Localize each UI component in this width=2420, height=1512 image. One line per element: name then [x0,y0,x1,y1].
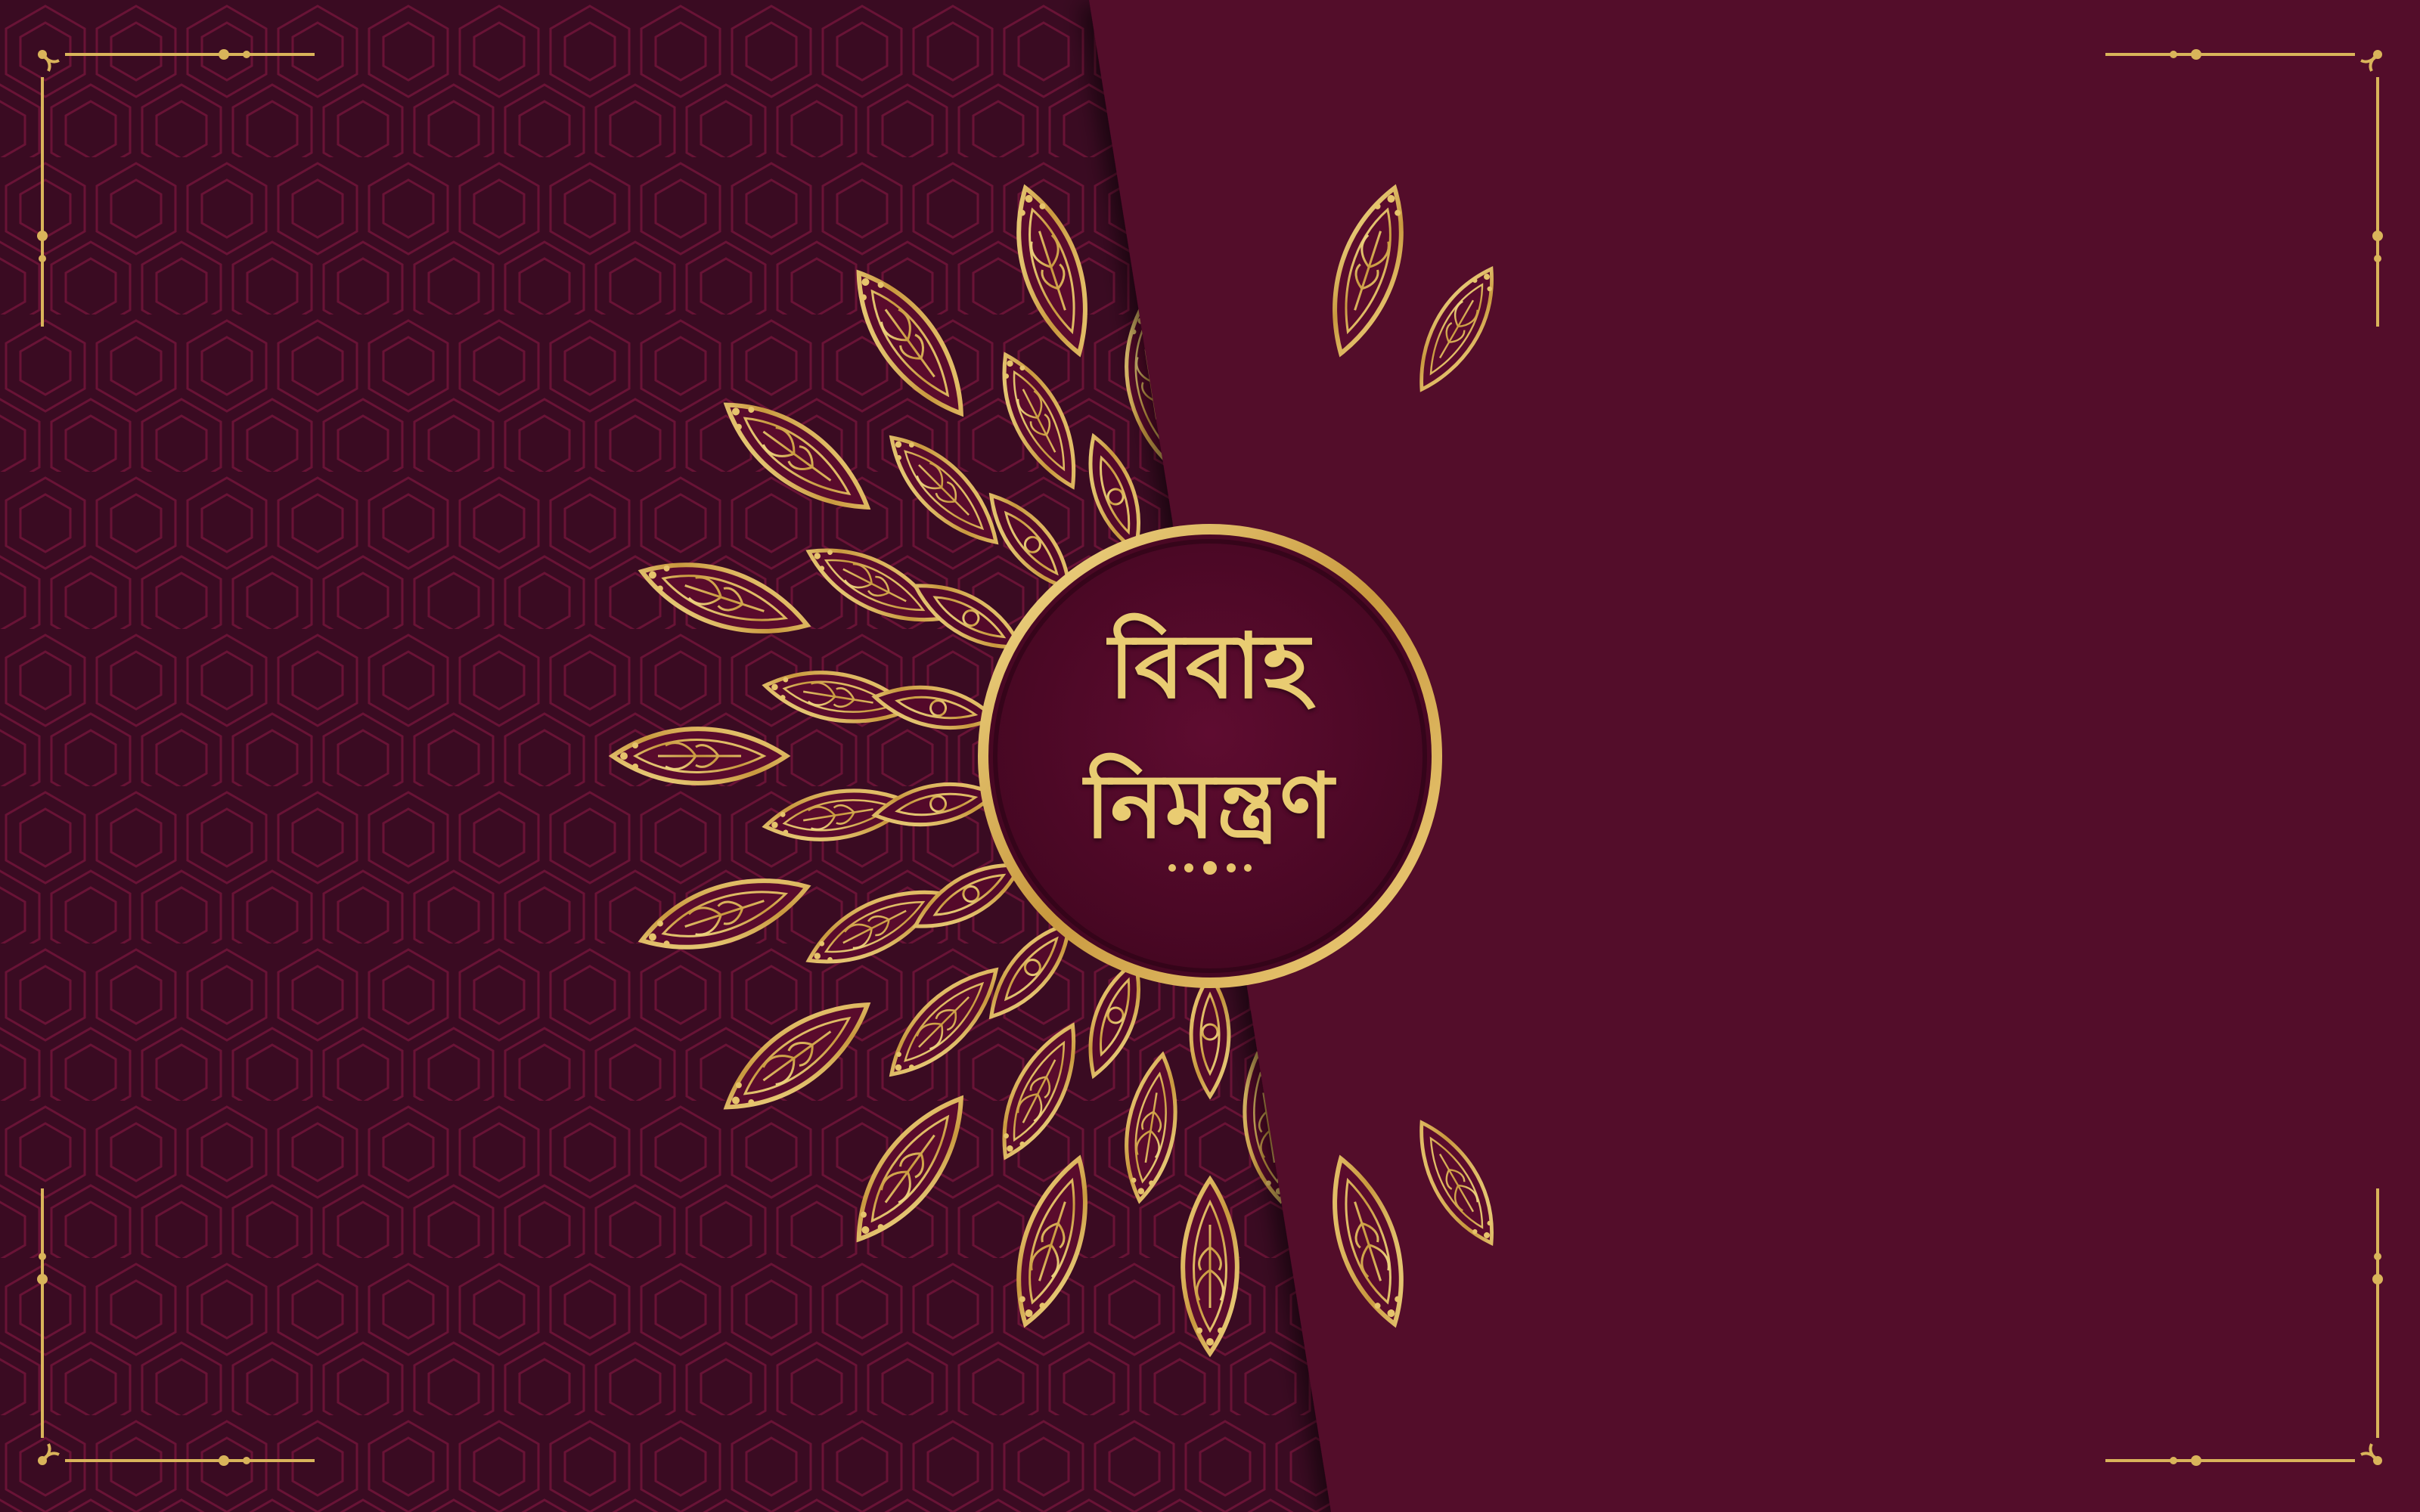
title-line-2: নিমন্ত্রণ [1084,754,1336,858]
title-line-1: বিবাহ [1109,614,1311,718]
